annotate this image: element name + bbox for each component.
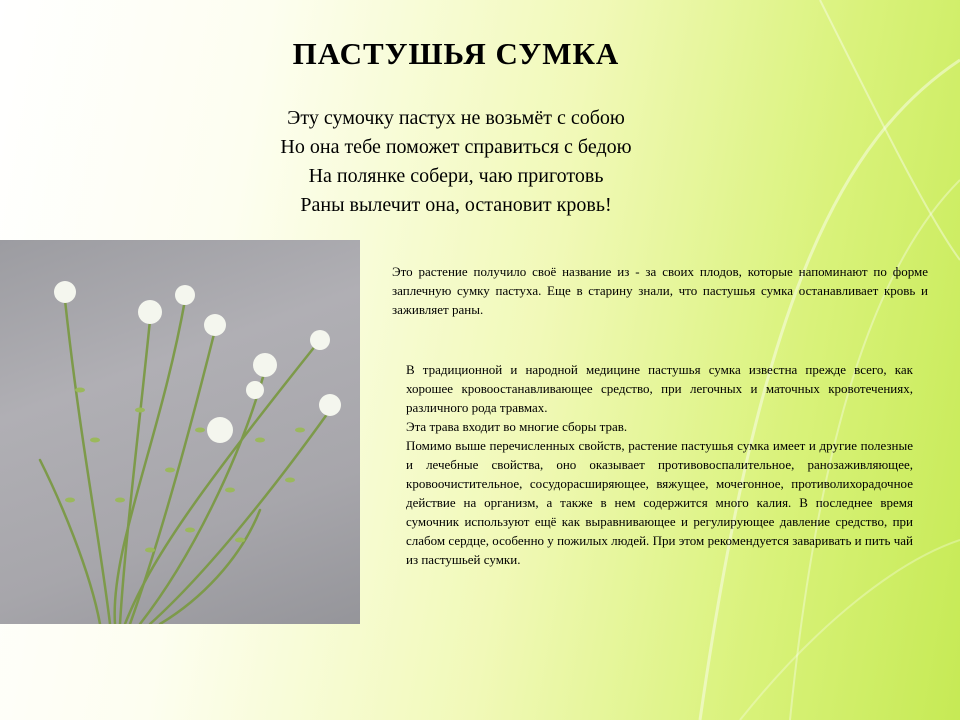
plant-photo bbox=[0, 240, 360, 624]
poem-line: На полянке собери, чаю приготовь bbox=[308, 165, 604, 187]
poem bbox=[0, 104, 912, 220]
medicine-text: Помимо выше перечисленных свойств, растение пастушья сумка имеет и другие полезные и лечебные свойства, оно оказывает противовоспалительное, ранозаживляющее, кровоочистительное, сосудорасширяющее, вяжущее, мочегонное, противолихорадочное действие на организм, а также в нем содержится много калия. В последнее время сумочник используют ещё как выравнивающее и регулирующее давление средство, при слабом сердце, особенно у пожилых людей. При этом рекомендуется заваривать и пить чай из пастушьей сумки. bbox=[406, 438, 913, 567]
poem-line: Раны вылечит она, остановит кровь! bbox=[300, 194, 612, 216]
poem-line: Но она тебе поможет справиться с бедою bbox=[280, 136, 632, 158]
description-paragraph: Это растение получило своё название из - за своих плодов, которые напоминают по форме заплечную сумку пастуха. Еще в старину знали, что пастушья сумка останавливает кровь и заживляет раны. bbox=[392, 264, 928, 317]
page-title: ПАСТУШЬЯ СУМКА bbox=[292, 36, 620, 71]
poem-line: Эту сумочку пастух не возьмёт с собою bbox=[287, 107, 625, 129]
medicine-paragraph bbox=[406, 360, 913, 569]
medicine-text: В традиционной и народной медицине пастушья сумка известна прежде всего, как хорошее кровоостанавливающее средство, при легочных и маточных кровотечениях, различного рода травмах. bbox=[406, 362, 913, 415]
medicine-text: Эта трава входит во многие сборы трав. bbox=[406, 419, 628, 434]
